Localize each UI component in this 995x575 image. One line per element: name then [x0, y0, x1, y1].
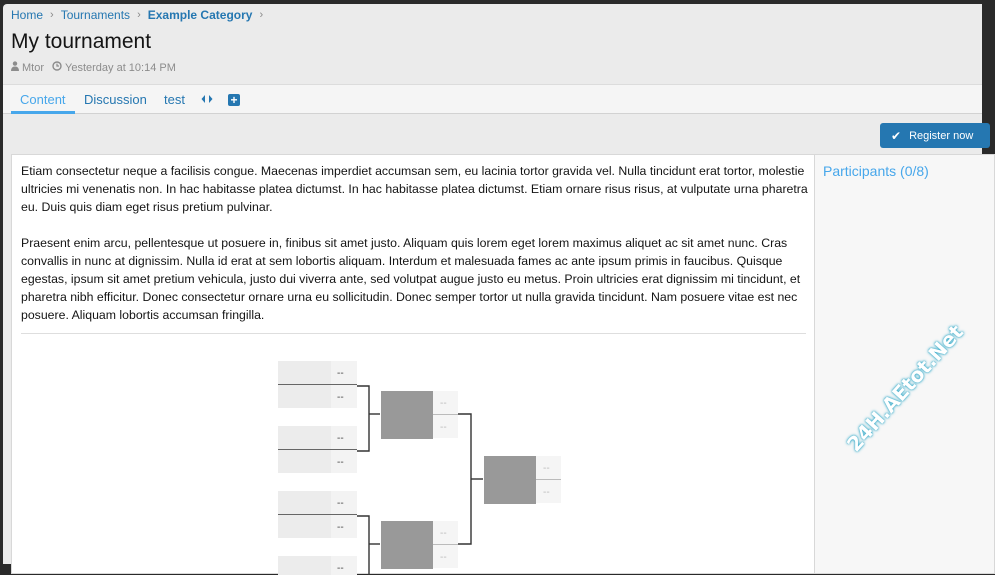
paragraph-2: Praesent enim arcu, pellentesque ut posuere in, finibus sit amet justo. Aliquam quis lorem eget lorem maximus aliquet ac sit amet nunc. Cras convallis in nunc at dignissim. Nulla id erat at sem lobortis aliquam. Interdum et malesuada fames ac ante ipsum primis in faucibus. Quisque egestas, ipsum sit amet pretium vehicula, justo dui viverra ante, sed volutpat augue justo eu metus. Proin ultricies erat dignissim mi tincidunt, et pharetra nibh efficitur. Donec consectetur ornare urna eu sollicitudin. Donec semper tortor ut nulla gravida tincidunt. Nam posuere vitae est nec posuere. Aliquam lobortis accumsan fringilla. — [21, 236, 801, 322]
clock-icon — [52, 61, 62, 74]
score-label: -- — [337, 457, 344, 468]
bracket-match[interactable] — [484, 456, 561, 504]
plus-square-icon[interactable]: + — [228, 94, 240, 106]
paragraph-1: Etiam consectetur neque a facilisis congue. Maecenas imperdiet accumsan sem, eu lacinia tortor gravida vel. Nulla tincidunt erat tortor, molestie ultricies mi venenatis non. In hac habitasse platea dictumst. In hac habitasse platea dictumst. Etiam ornare risus risus, at vulputate urna pharetra eu. Duis quis diam eget risus pretium pulvinar. — [21, 164, 808, 214]
score-label: -- — [337, 522, 344, 533]
score-label: -- — [337, 392, 344, 403]
bracket-match[interactable] — [381, 391, 458, 439]
score-label: -- — [337, 368, 344, 379]
score-label: -- — [337, 433, 344, 444]
score-label: -- — [543, 487, 550, 498]
page-frame — [3, 4, 982, 574]
bracket-match[interactable] — [278, 491, 357, 538]
chevron-right-icon: › — [259, 9, 264, 21]
tab-content[interactable]: Content — [20, 92, 66, 107]
tournament-bracket — [12, 155, 816, 575]
register-button[interactable] — [880, 123, 990, 148]
bracket-match[interactable] — [381, 521, 458, 569]
breadcrumb-home[interactable]: Home — [11, 8, 44, 22]
breadcrumb — [11, 8, 270, 22]
chevron-right-icon: › — [137, 9, 141, 21]
sidebar — [815, 154, 995, 574]
bracket-match[interactable] — [278, 556, 357, 575]
score-label: -- — [440, 528, 447, 539]
participants-heading[interactable]: Participants (0/8) — [823, 163, 929, 179]
content-panel — [11, 154, 815, 574]
register-button-label: Register now — [909, 129, 974, 142]
score-label: -- — [337, 498, 344, 509]
score-label: -- — [543, 463, 550, 474]
tab-bar — [3, 84, 982, 114]
breadcrumb-category[interactable]: Example Category — [147, 8, 253, 22]
watermark: 24H.AEtot.Net — [842, 319, 968, 457]
tab-discussion[interactable]: Discussion — [84, 92, 147, 107]
tab-test[interactable]: test — [164, 92, 185, 107]
breadcrumb-tournaments[interactable]: Tournaments — [60, 8, 131, 22]
chevron-right-icon: › — [50, 9, 54, 21]
bracket-match[interactable] — [278, 361, 357, 408]
code-arrows-icon[interactable] — [201, 94, 213, 107]
check-icon: ✔ — [891, 128, 902, 143]
post-timestamp[interactable]: Yesterday at 10:14 PM — [65, 61, 176, 74]
page-title: My tournament — [11, 30, 152, 53]
active-tab-indicator — [11, 111, 75, 114]
score-label: -- — [440, 422, 447, 433]
score-label: -- — [337, 563, 344, 574]
user-icon — [11, 61, 19, 74]
score-label: -- — [440, 552, 447, 563]
page-meta — [11, 61, 176, 74]
author-link[interactable]: Mtor — [22, 61, 44, 74]
score-label: -- — [440, 398, 447, 409]
bracket-match[interactable] — [278, 426, 357, 473]
